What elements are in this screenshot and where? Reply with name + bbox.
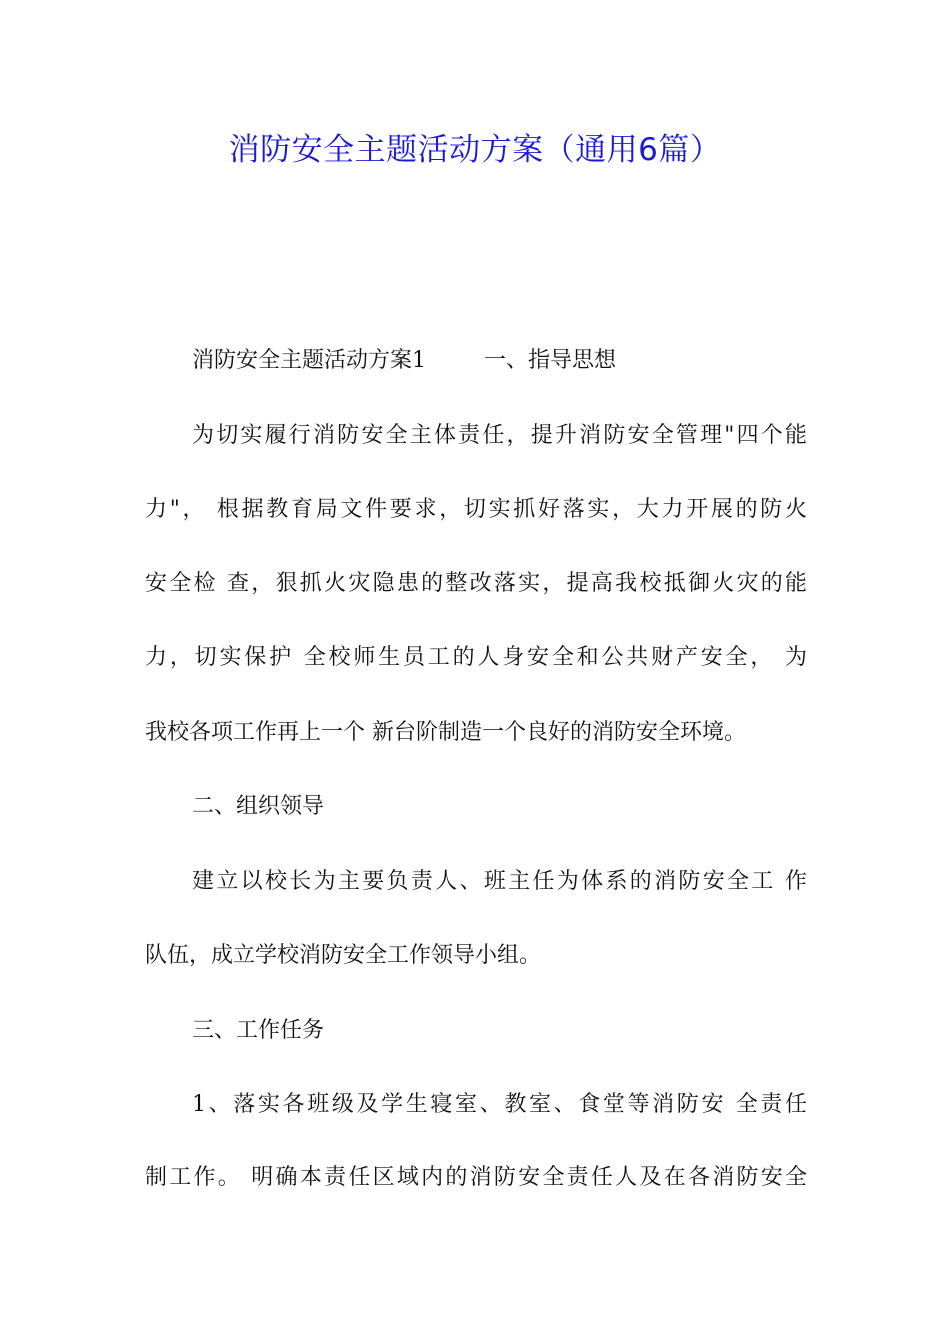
section-heading: 二、组织领导 [192, 794, 325, 819]
document-title: 消防安全主题活动方案（通用6篇） [228, 132, 722, 168]
paragraph-line: 安全检 查，狠抓火灾隐患的整改落实，提高我校抵御火灾的能 [145, 571, 807, 596]
paragraph-line: 队伍，成立学校消防安全工作领导小组。 [145, 943, 542, 968]
paragraph-line: 制工作。 明确本责任区域内的消防安全责任人及在各消防安全 [145, 1165, 807, 1190]
section-heading: 一、指导思想 [484, 348, 617, 373]
paragraph-line: 力"， 根据教育局文件要求，切实抓好落实，大力开展的防火 [145, 497, 807, 522]
section-heading-line [192, 346, 616, 376]
plan-number-label: 消防安全主题活动方案1 [192, 348, 426, 373]
paragraph-line: 1、落实各班级及学生寝室、教室、食堂等消防安 全责任 [192, 1092, 807, 1117]
paragraph-line: 建立以校长为主要负责人、班主任为体系的消防安全工 作 [192, 869, 807, 894]
section-heading: 三、工作任务 [192, 1018, 325, 1043]
paragraph-line: 我校各项工作再上一个 新台阶制造一个良好的消防安全环境。 [145, 720, 746, 745]
paragraph-line: 为切实履行消防安全主体责任，提升消防安全管理"四个能 [192, 423, 807, 448]
paragraph-line: 力，切实保护 全校师生员工的人身安全和公共财产安全， 为 [145, 645, 807, 670]
